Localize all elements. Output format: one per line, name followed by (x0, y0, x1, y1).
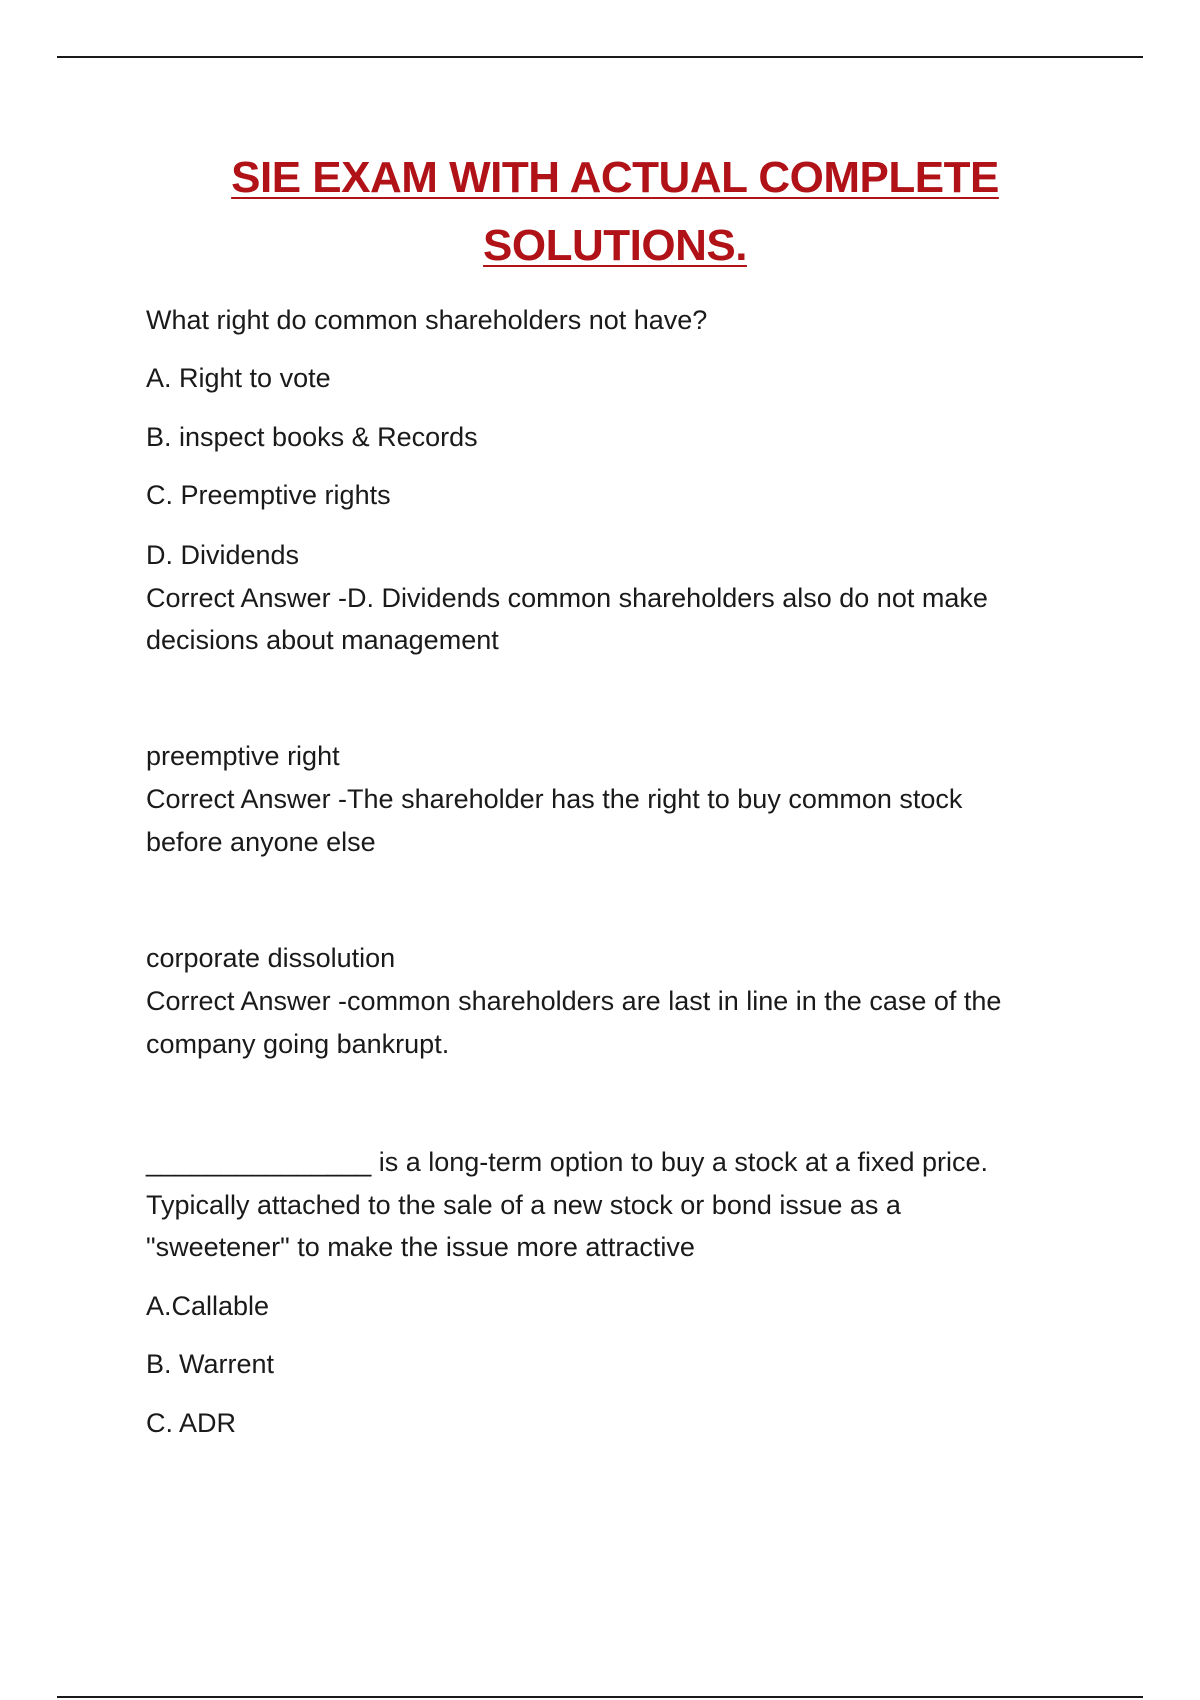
q1-option-a: A. Right to vote (146, 363, 331, 393)
q2-answer-line-1: Correct Answer -The shareholder has the right to buy common stock (146, 784, 963, 814)
q1-option-d: D. Dividends (146, 540, 300, 570)
document-title-line-2 (0, 221, 1200, 270)
footer-rule (57, 1696, 1143, 1698)
q4-question-line-1: _______________ is a long-term option to buy a stock at a fixed price. (146, 1147, 989, 1177)
q3-answer-line-2: company going bankrupt. (146, 1029, 450, 1059)
document-title-text-1: SIE EXAM WITH ACTUAL COMPLETE (231, 153, 999, 202)
q4-option-c: C. ADR (146, 1408, 237, 1438)
q1-question: What right do common shareholders not have? (146, 305, 708, 335)
q2-answer-line-2: before anyone else (146, 827, 376, 857)
q4-option-b: B. Warrent (146, 1349, 275, 1379)
document-title-text-2: SOLUTIONS. (483, 221, 747, 270)
q4-question-line-3: "sweetener" to make the issue more attractive (146, 1232, 695, 1262)
q3-answer-line-1: Correct Answer -common shareholders are last in line in the case of the (146, 986, 1002, 1016)
q1-answer-line-2: decisions about management (146, 625, 499, 655)
q2-term: preemptive right (146, 741, 340, 771)
q4-option-a: A.Callable (146, 1291, 270, 1321)
document-title-line-1 (0, 153, 1200, 202)
q1-answer-line-1: Correct Answer -D. Dividends common shareholders also do not make (146, 583, 988, 613)
q1-option-c: C. Preemptive rights (146, 480, 391, 510)
q4-question-line-2: Typically attached to the sale of a new stock or bond issue as a (146, 1190, 901, 1220)
header-rule (57, 56, 1143, 58)
q1-option-b: B. inspect books & Records (146, 422, 478, 452)
q3-term: corporate dissolution (146, 943, 396, 973)
